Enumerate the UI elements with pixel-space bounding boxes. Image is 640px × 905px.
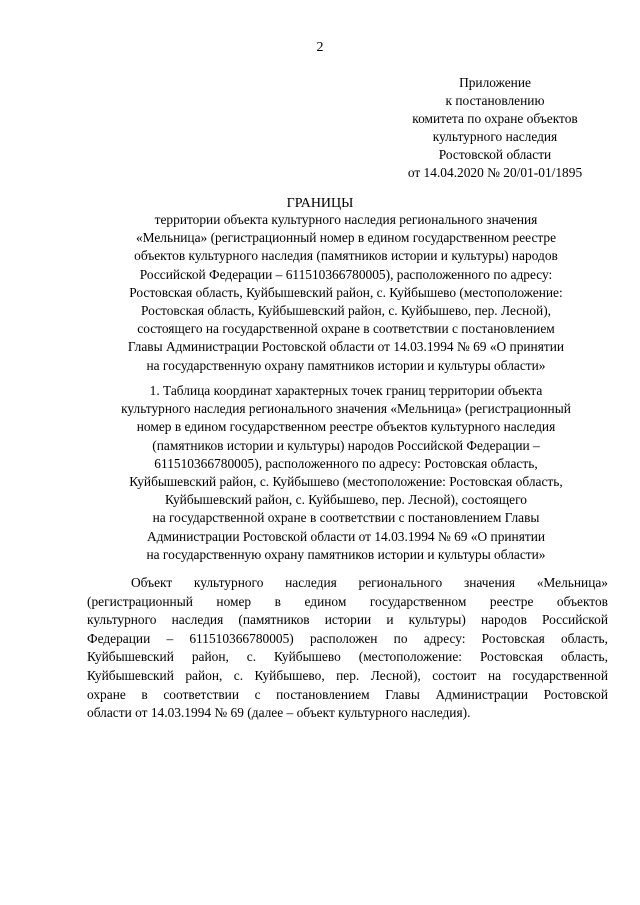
section-line: на государственную охрану памятников истории и культуры области» (146, 546, 546, 562)
description-line: на государственную охрану памятников истории и культуры области» (146, 357, 546, 373)
appendix-line: Ростовской области (438, 147, 552, 162)
section-line: Администрации Ростовской области от 14.03.1994 № 69 «О принятии (146, 528, 546, 544)
paragraph-line: (регистрационный номер в едином государственном реестре объектов (87, 593, 608, 609)
paragraph-line: культурного наследия (памятников истории и культуры) народов Российской (87, 612, 608, 628)
description-line: территории объекта культурного наследия регионального значения (154, 212, 538, 227)
page-number: 2 (316, 40, 324, 55)
description-line: «Мельница» (регистрационный номер в едином государственном реестре (135, 230, 557, 246)
section-line: (памятников истории и культуры) народов Российской Федерации – (152, 437, 540, 453)
section-line: номер в едином государственном реестре объектов культурного наследия (136, 419, 556, 435)
document-title: ГРАНИЦЫ (286, 196, 354, 211)
title-description (86, 211, 606, 375)
section-line: культурного наследия регионального значения «Мельница» (регистрационный (121, 401, 571, 417)
description-line: состоящего на государственной охране в соответствии с постановлением (137, 321, 555, 337)
appendix-line: культурного наследия (432, 129, 558, 144)
section-1-heading (86, 382, 606, 564)
appendix-line: комитета по охране объектов (412, 111, 578, 126)
description-line: Российской Федерации – 611510366780005), расположенного по адресу: (139, 266, 553, 282)
description-line: Главы Администрации Ростовской области от 14.03.1994 № 69 «О принятии (127, 339, 565, 355)
appendix-line: Приложение (459, 75, 531, 90)
description-line: Ростовская область, Куйбышевский район, с. Куйбышево, пер. Лесной), (140, 303, 552, 319)
description-line: объектов культурного наследия (памятников истории и культуры) народов (134, 248, 558, 264)
appendix-line: от 14.04.2020 № 20/01-01/1895 (407, 165, 583, 180)
appendix-line: к постановлению (445, 93, 545, 108)
section-line: 611510366780005), расположенного по адресу: Ростовская область, (154, 455, 538, 471)
section-line: 1. Таблица координат характерных точек границ территории объекта (149, 383, 543, 398)
section-line: Куйбышевский район, с. Куйбышево (местоположение: Ростовская область, (129, 474, 563, 490)
body-paragraph (87, 574, 608, 723)
paragraph-line: Куйбышевский район, с. Куйбышево (местоположение: Ростовская область, (87, 649, 608, 665)
paragraph-line: Федерации – 611510366780005) расположен по адресу: Ростовская область, (87, 630, 608, 646)
paragraph-line: Куйбышевский район, с. Куйбышево, пер. Лесной), состоит на государственной (87, 667, 608, 683)
section-line: на государственной охране в соответствии с постановлением Главы (152, 510, 540, 526)
appendix-header (380, 74, 610, 182)
paragraph-line: области от 14.03.1994 № 69 (далее – объект культурного наследия). (87, 705, 471, 721)
paragraph-line: Объект культурного наследия регионального значения «Мельница» (131, 575, 608, 590)
section-line: Куйбышевский район, с. Куйбышево, пер. Лесной), состоящего (165, 492, 527, 508)
description-line: Ростовская область, Куйбышевский район, с. Куйбышево (местоположение: (129, 284, 563, 300)
paragraph-line: охране в соответствии с постановлением Главы Администрации Ростовской (87, 686, 608, 702)
